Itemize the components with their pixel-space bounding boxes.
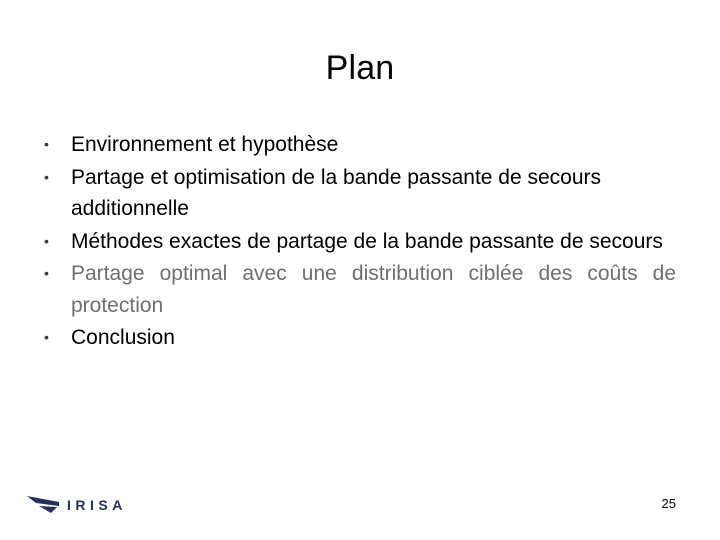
bullet-item	[44, 226, 676, 258]
logo-tail-icon	[39, 506, 57, 513]
bullet-dot-icon: •	[44, 168, 49, 185]
bullet-item	[44, 162, 676, 225]
bullet-text: Partage et optimisation de la bande passante de secours additionnelle	[71, 165, 602, 220]
logo-wing-icon	[27, 496, 59, 506]
bullet-item	[44, 129, 676, 161]
bullet-text: Conclusion	[71, 326, 175, 349]
page-number: 25	[661, 496, 676, 511]
bullet-dot-icon: •	[44, 232, 49, 249]
irisa-logo	[27, 490, 133, 516]
bullet-text: Environnement et hypothèse	[71, 133, 339, 156]
logo-wordmark: IRISA	[67, 497, 127, 513]
bullet-text: Méthodes exactes de partage de la bande passante de secours	[71, 229, 663, 253]
bullet-dot-icon: •	[44, 136, 49, 152]
slide-title: Plan	[325, 49, 395, 87]
bullet-dot-icon: •	[44, 265, 49, 281]
bullet-item	[44, 322, 676, 354]
bullet-item	[44, 258, 676, 321]
bullet-dot-icon: •	[44, 329, 49, 345]
bullet-list	[44, 129, 676, 355]
bullet-text: Partage optimal avec une distribution ciblée des coûts de protection	[71, 262, 676, 317]
